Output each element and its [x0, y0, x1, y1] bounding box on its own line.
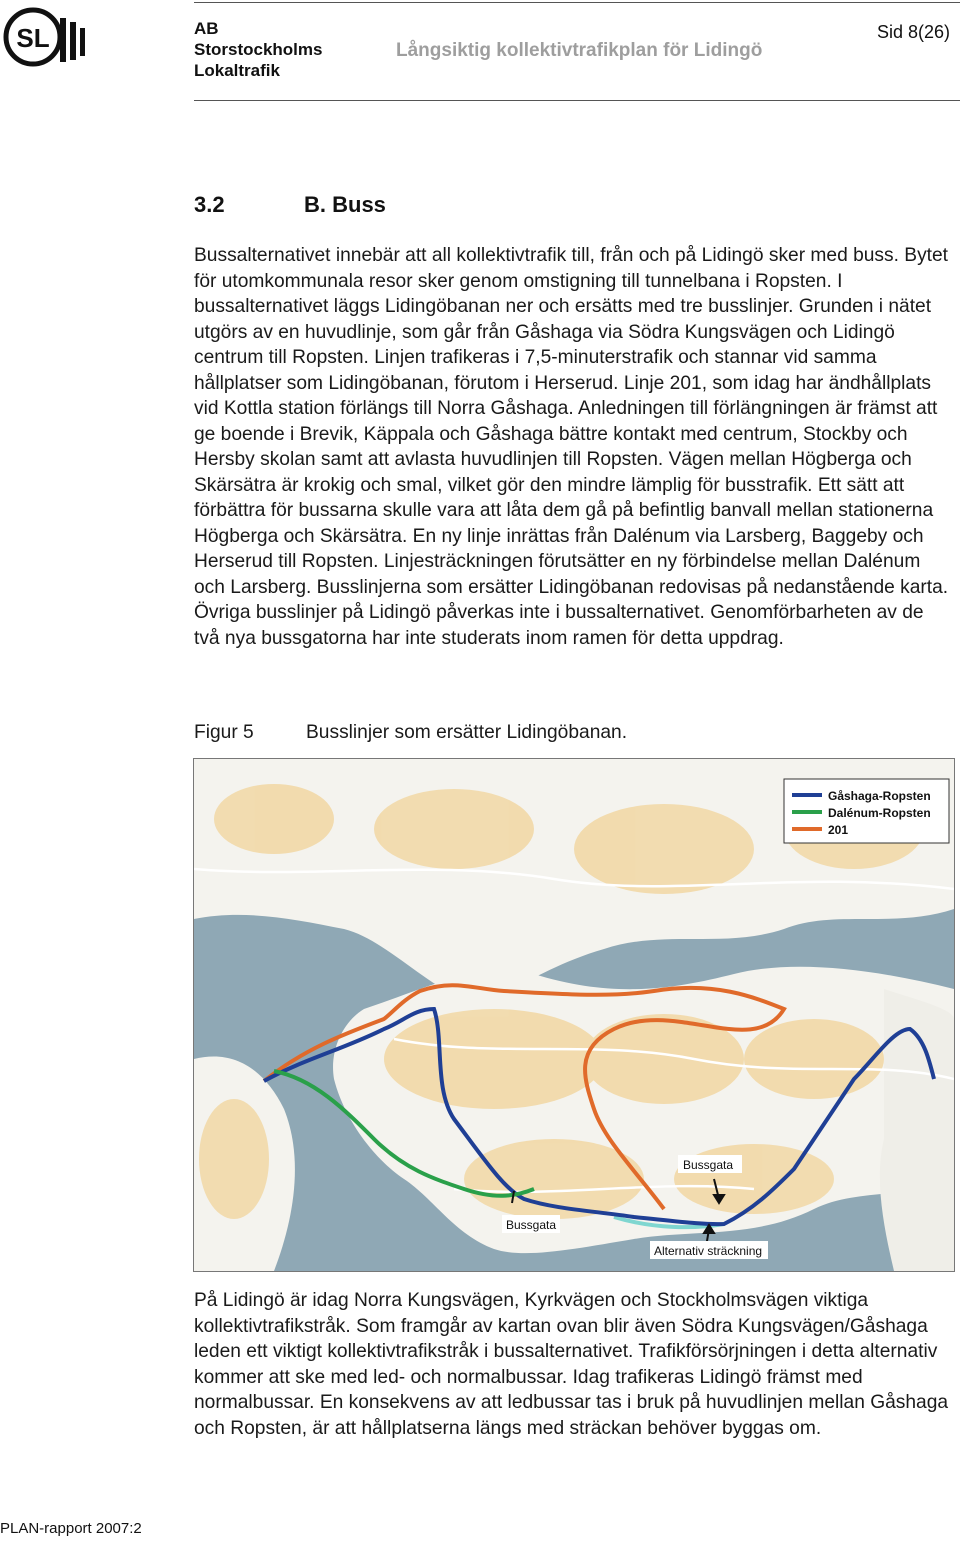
map-land-east	[880, 989, 954, 1271]
bus-route-map	[193, 758, 955, 1272]
map-annotation-bussgata-right	[678, 1155, 742, 1173]
header-bottom-rule	[194, 100, 960, 101]
page-header	[0, 0, 960, 104]
figure-caption-text: Busslinjer som ersätter Lidingöbanan.	[306, 722, 628, 743]
header-top-rule	[194, 2, 960, 3]
page-footer: PLAN-rapport 2007:2	[0, 1520, 142, 1537]
section-number: 3.2	[194, 192, 225, 217]
body-paragraph-1: Bussalternativet innebär att all kollektivtrafik till, från och på Lidingö sker med buss. Bytet för utomkommunala resor sker genom omstigning till tunnelbana i Ropsten. I bussalternativet läggs Lidingöbanan ner och ersätts med tre busslinjer. Grunden i nätet utgörs av en huvudlinje, som går från Gåshaga via Södra Kungsvägen och Lidingö centrum till Ropsten. Linjen trafikeras i 7,5-minuterstrafik och stannar vid samma hållplatser som Lidingöbanan, förutom i Herserud. Linje 201, som idag har ändhållplats vid Kottla station förlängs till Norra Gåshaga. Anledningen till förlängningen är främst att ge boende i Brevik, Käppala och Gåshaga bättre kontakt med centrum, Stockby och Hersby skolan samt att avlasta huvudlinjen till Ropsten. Vägen mellan Högberga och Skärsätra är krokig och smal, vilket gör den mindre lämplig för busstrafik. Ett sätt att förbättra för bussarna skulle vara att låta dem gå på befintlig banvall mellan stationerna Högberga och Skärsätra. En ny linje inrättas från Dalénum via Larsberg, Baggeby och Herserud till Ropsten. Linjesträckningen förutsätter en ny förbindelse mellan Dalénum och Larsberg. Busslinjerna som ersätter Lidingöbanan redovisas på nedanstående karta. Övriga busslinjer på Lidingö påverkas inte i bussalternativet. Genomförbarheten av de två nya bussgatorna har inte studerats inom ramen för detta uppdrag.	[194, 245, 949, 649]
figure-caption	[194, 722, 627, 744]
figure-label: Figur 5	[194, 722, 254, 743]
map-annotation-alternative	[650, 1241, 768, 1259]
section-heading	[194, 192, 386, 218]
logo-text: SL	[16, 23, 50, 53]
org-line-3: Lokaltrafik	[194, 61, 280, 80]
map-legend	[784, 779, 949, 843]
map-annotation-bussgata-left	[502, 1215, 560, 1233]
sl-logo	[2, 6, 88, 68]
organization-name	[194, 18, 322, 81]
annotation-bussgata-left: Bussgata	[506, 1218, 557, 1232]
org-line-1: AB	[194, 19, 219, 38]
body-paragraph-2: På Lidingö är idag Norra Kungsvägen, Kyrkvägen och Stockholmsvägen viktiga kollektivtrafikstråk. Som framgår av kartan ovan blir även Södra Kungsvägen/Gåshaga leden ett viktigt kollektivtrafikstråk i bussalternativet. Trafikförsörjningen i detta alternativ kommer att ske med led- och normalbussar. Idag trafikeras Lidingö främst med normalbussar. En konsekvens av att ledbussar tas i bruk på huvudlinjen mellan Gåshaga och Ropsten, är att hållplatserna längs med sträckan behöver byggas om.	[194, 1290, 949, 1439]
legend-label-201: 201	[828, 823, 849, 837]
org-line-2: Storstockholms	[194, 40, 323, 59]
section-title: B. Buss	[304, 192, 386, 217]
annotation-alternative: Alternativ sträckning	[654, 1244, 763, 1258]
document-title: Långsiktig kollektivtrafikplan för Lidingö	[396, 40, 763, 61]
annotation-bussgata-right: Bussgata	[683, 1158, 734, 1172]
legend-label-gashaga: Gåshaga-Ropsten	[828, 789, 931, 803]
page-number: Sid 8(26)	[877, 22, 951, 42]
legend-label-dalenum: Dalénum-Ropsten	[828, 806, 931, 820]
